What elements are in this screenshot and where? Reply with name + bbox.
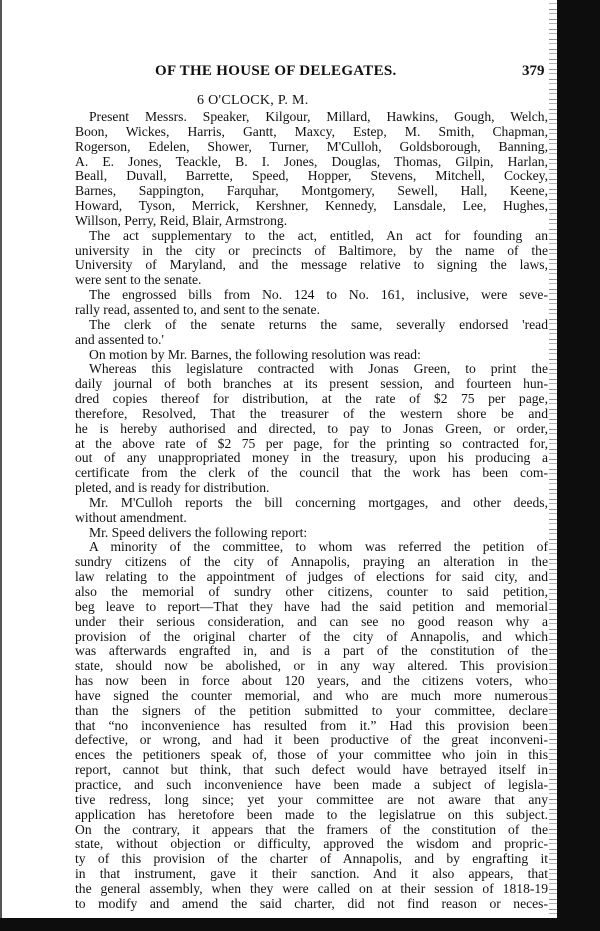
text-line: were sent to the senate. (75, 272, 202, 288)
text-line: ences the petitioners speak of, those of your committee who join in this (75, 747, 548, 763)
text-line: law relating to the appointment of judges of elections for said city, and (75, 569, 548, 585)
text-line: Mr. Speed delivers the following report: (89, 524, 308, 540)
text-line: tive redress, long since; yet your committee are not aware that any (75, 791, 548, 807)
text-line: in that instrument, gave it their sanction. And it also appears, that (75, 866, 548, 882)
text-line: than the signers of the petition submitted to your committee, declare (75, 702, 548, 718)
text-line: pleted, and is ready for distribution. (75, 480, 270, 496)
text-line: ty of this provision of the charter of Annapolis, and by engrafting it (75, 851, 548, 867)
scan-border-bottom (0, 918, 600, 931)
paragraph (75, 110, 548, 229)
text-line: On motion by Mr. Barnes, the following resolution was read: (89, 346, 421, 362)
paragraph (75, 288, 548, 318)
text-line: Boon, Wickes, Harris, Gantt, Maxcy, Estep, M. Smith, Chapman, (75, 123, 548, 139)
paragraph (75, 526, 548, 541)
text-line: to modify and amend the said charter, did not find reason or neces- (75, 895, 548, 911)
text-line: The clerk of the senate returns the same, severally endorsed 'read (89, 316, 548, 332)
text-line: A. E. Jones, Teackle, B. I. Jones, Douglas, Thomas, Gilpin, Harlan, (75, 153, 548, 169)
paragraph (75, 348, 548, 363)
text-line: On the contrary, it appears that the framers of the constitution of the (75, 821, 548, 837)
text-line: he is hereby authorised and directed, to pay to Jonas Green, or order, (75, 420, 548, 436)
text-line: sundry citizens of the city of Annapolis, praying an alteration in the (75, 554, 548, 570)
text-line: have signed the counter memorial, and who are much more numerous (75, 687, 548, 703)
paragraph (75, 540, 548, 911)
text-line: practice, and such inconvenience have been made a subject of legisla- (75, 776, 548, 792)
paragraph (75, 496, 548, 526)
text-line: daily journal of both branches at its present session, and fourteen hun- (75, 376, 548, 392)
scan-border-right (557, 0, 600, 931)
text-line: Howard, Tyson, Merrick, Kershner, Kennedy, Lansdale, Lee, Hughes, (75, 198, 548, 214)
text-line: the general assembly, when they were called on at their session of 1818-19 (75, 880, 548, 896)
text-line: Beall, Duvall, Barrette, Speed, Hopper, Stevens, Mitchell, Cockey, (75, 168, 548, 184)
paragraph (75, 318, 548, 348)
session-time-heading: 6 O'CLOCK, P. M. (197, 93, 309, 108)
text-line: Rogerson, Edelen, Shower, Turner, M'Culloh, Goldsborough, Banning, (75, 138, 548, 154)
text-line: and assented to.' (75, 331, 164, 347)
text-line: has now been in force about 120 years, and the citizens voters, who (75, 673, 548, 689)
text-line: The engrossed bills from No. 124 to No. 161, inclusive, were seve- (89, 287, 548, 303)
running-header: OF THE HOUSE OF DELEGATES. (155, 63, 397, 79)
text-line: that “no inconvenience has resulted from it.” Had this provision been (75, 717, 548, 733)
text-line: provision of the original charter of the city of Annapolis, and which (75, 628, 548, 644)
text-line: Present Messrs. Speaker, Kilgour, Millard, Hawkins, Gough, Welch, (89, 109, 548, 124)
text-line: state, should now be abolished, or in any way altered. This provision (75, 658, 548, 674)
text-line: A minority of the committee, to whom was referred the petition of (89, 539, 548, 555)
text-line: University of Maryland, and the message relative to signing the laws, (75, 257, 548, 273)
text-line: Mr. M'Culloh reports the bill concerning mortgages, and other deeds, (89, 494, 548, 510)
text-line: Barnes, Sappington, Farquhar, Montgomery, Sewell, Hall, Keene, (75, 183, 548, 199)
text-line: without amendment. (75, 509, 187, 525)
paragraph (75, 362, 548, 496)
text-line: at the above rate of $2 75 per page, for the printing so contracted for, (75, 435, 548, 451)
text-line: out of any unappropriated money in the treasury, upon his producing a (75, 450, 548, 466)
text-line: certificate from the clerk of the council that the work has been com- (75, 465, 548, 481)
page-number: 379 (522, 63, 545, 79)
text-line: rally read, assented to, and sent to the senate. (75, 301, 320, 317)
text-line: also the memorial of sundry other citizens, counter to said petition, (75, 584, 548, 599)
text-line: application has heretofore been made to the legislatrue on this subject. (75, 806, 548, 822)
text-line: beg leave to report—That they have had the said petition and memorial (75, 598, 548, 614)
text-line: Whereas this legislature contracted with Jonas Green, to print the (89, 361, 548, 377)
text-line: The act supplementary to the act, entitled, An act for founding an (89, 227, 548, 243)
page-left-edge (0, 0, 2, 918)
text-line: dred copies thereof for distribution, at the rate of $2 75 per page, (75, 391, 548, 407)
text-line: report, cannot but think, that such defect would have betrayed itself in (75, 762, 548, 778)
text-line: university in the city or precincts of Baltimore, by the name of the (75, 242, 548, 258)
text-line: under their serious consideration, and can see no good reason why a (75, 613, 548, 629)
paragraph (75, 229, 548, 288)
page-binding-edge (549, 0, 557, 918)
text-line: therefore, Resolved, That the treasurer of the western shore be and (75, 405, 548, 421)
text-line: defective, or wrong, and had it been productive of the great inconveni- (75, 732, 548, 748)
text-line: Willson, Perry, Reid, Blair, Armstrong. (75, 212, 288, 228)
body-text (75, 110, 548, 912)
text-line: was afterwards engrafted in, and is a part of the constitution of the (75, 643, 548, 659)
text-line: state, without objection or difficulty, approved the wisdom and propric- (75, 836, 548, 852)
